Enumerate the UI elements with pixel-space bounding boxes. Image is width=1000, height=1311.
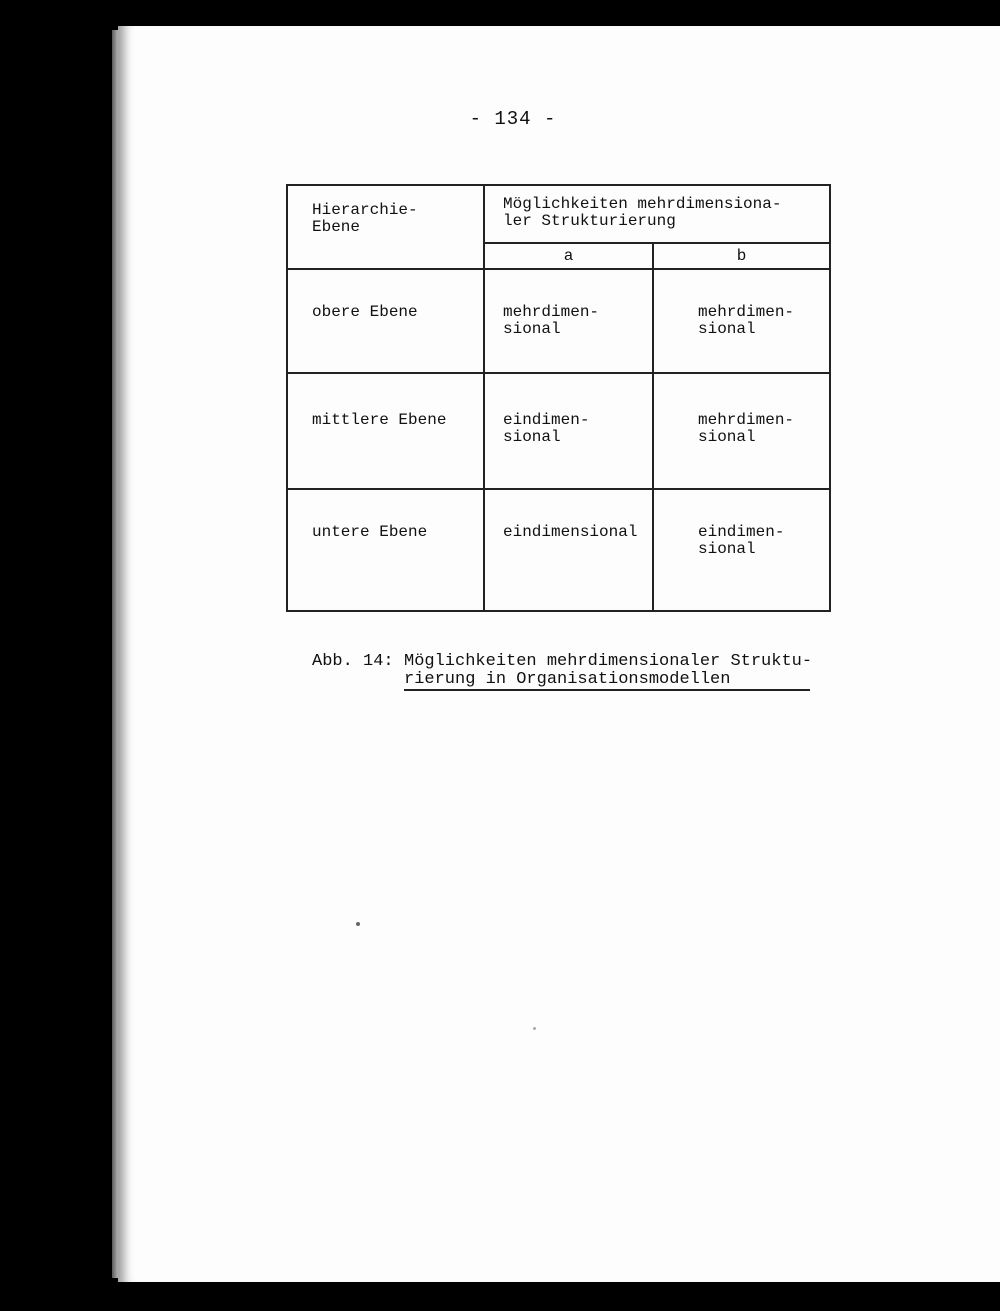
caption-label: Abb. 14:	[312, 652, 394, 671]
structuring-table	[286, 184, 831, 612]
cell-b: eindimen- sional	[653, 489, 830, 611]
row-level: mittlere Ebene	[287, 373, 484, 489]
cell-a: mehrdimen- sional	[484, 269, 653, 373]
header-col-a: a	[484, 243, 653, 269]
table-header-row	[287, 185, 830, 243]
cell-a: eindimensional	[484, 489, 653, 611]
table-row	[287, 373, 830, 489]
header-col-b: b	[653, 243, 830, 269]
caption-text-line1: Möglichkeiten mehrdimensionaler Struktu-	[404, 652, 813, 671]
cell-a: eindimen- sional	[484, 373, 653, 489]
caption-text-line2: rierung in Organisationsmodellen	[404, 671, 810, 691]
header-structuring-options: Möglichkeiten mehrdimensiona- ler Strukturierung	[484, 185, 830, 243]
cell-b: mehrdimen- sional	[653, 269, 830, 373]
scan-speck	[356, 922, 360, 926]
scan-speck	[533, 1027, 536, 1030]
figure-caption	[312, 653, 812, 691]
page-number: - 134 -	[469, 108, 557, 130]
row-level: obere Ebene	[287, 269, 484, 373]
table-row	[287, 269, 830, 373]
header-hierarchy-level: Hierarchie- Ebene	[287, 185, 484, 269]
row-level: untere Ebene	[287, 489, 484, 611]
cell-b: mehrdimen- sional	[653, 373, 830, 489]
table-row	[287, 489, 830, 611]
